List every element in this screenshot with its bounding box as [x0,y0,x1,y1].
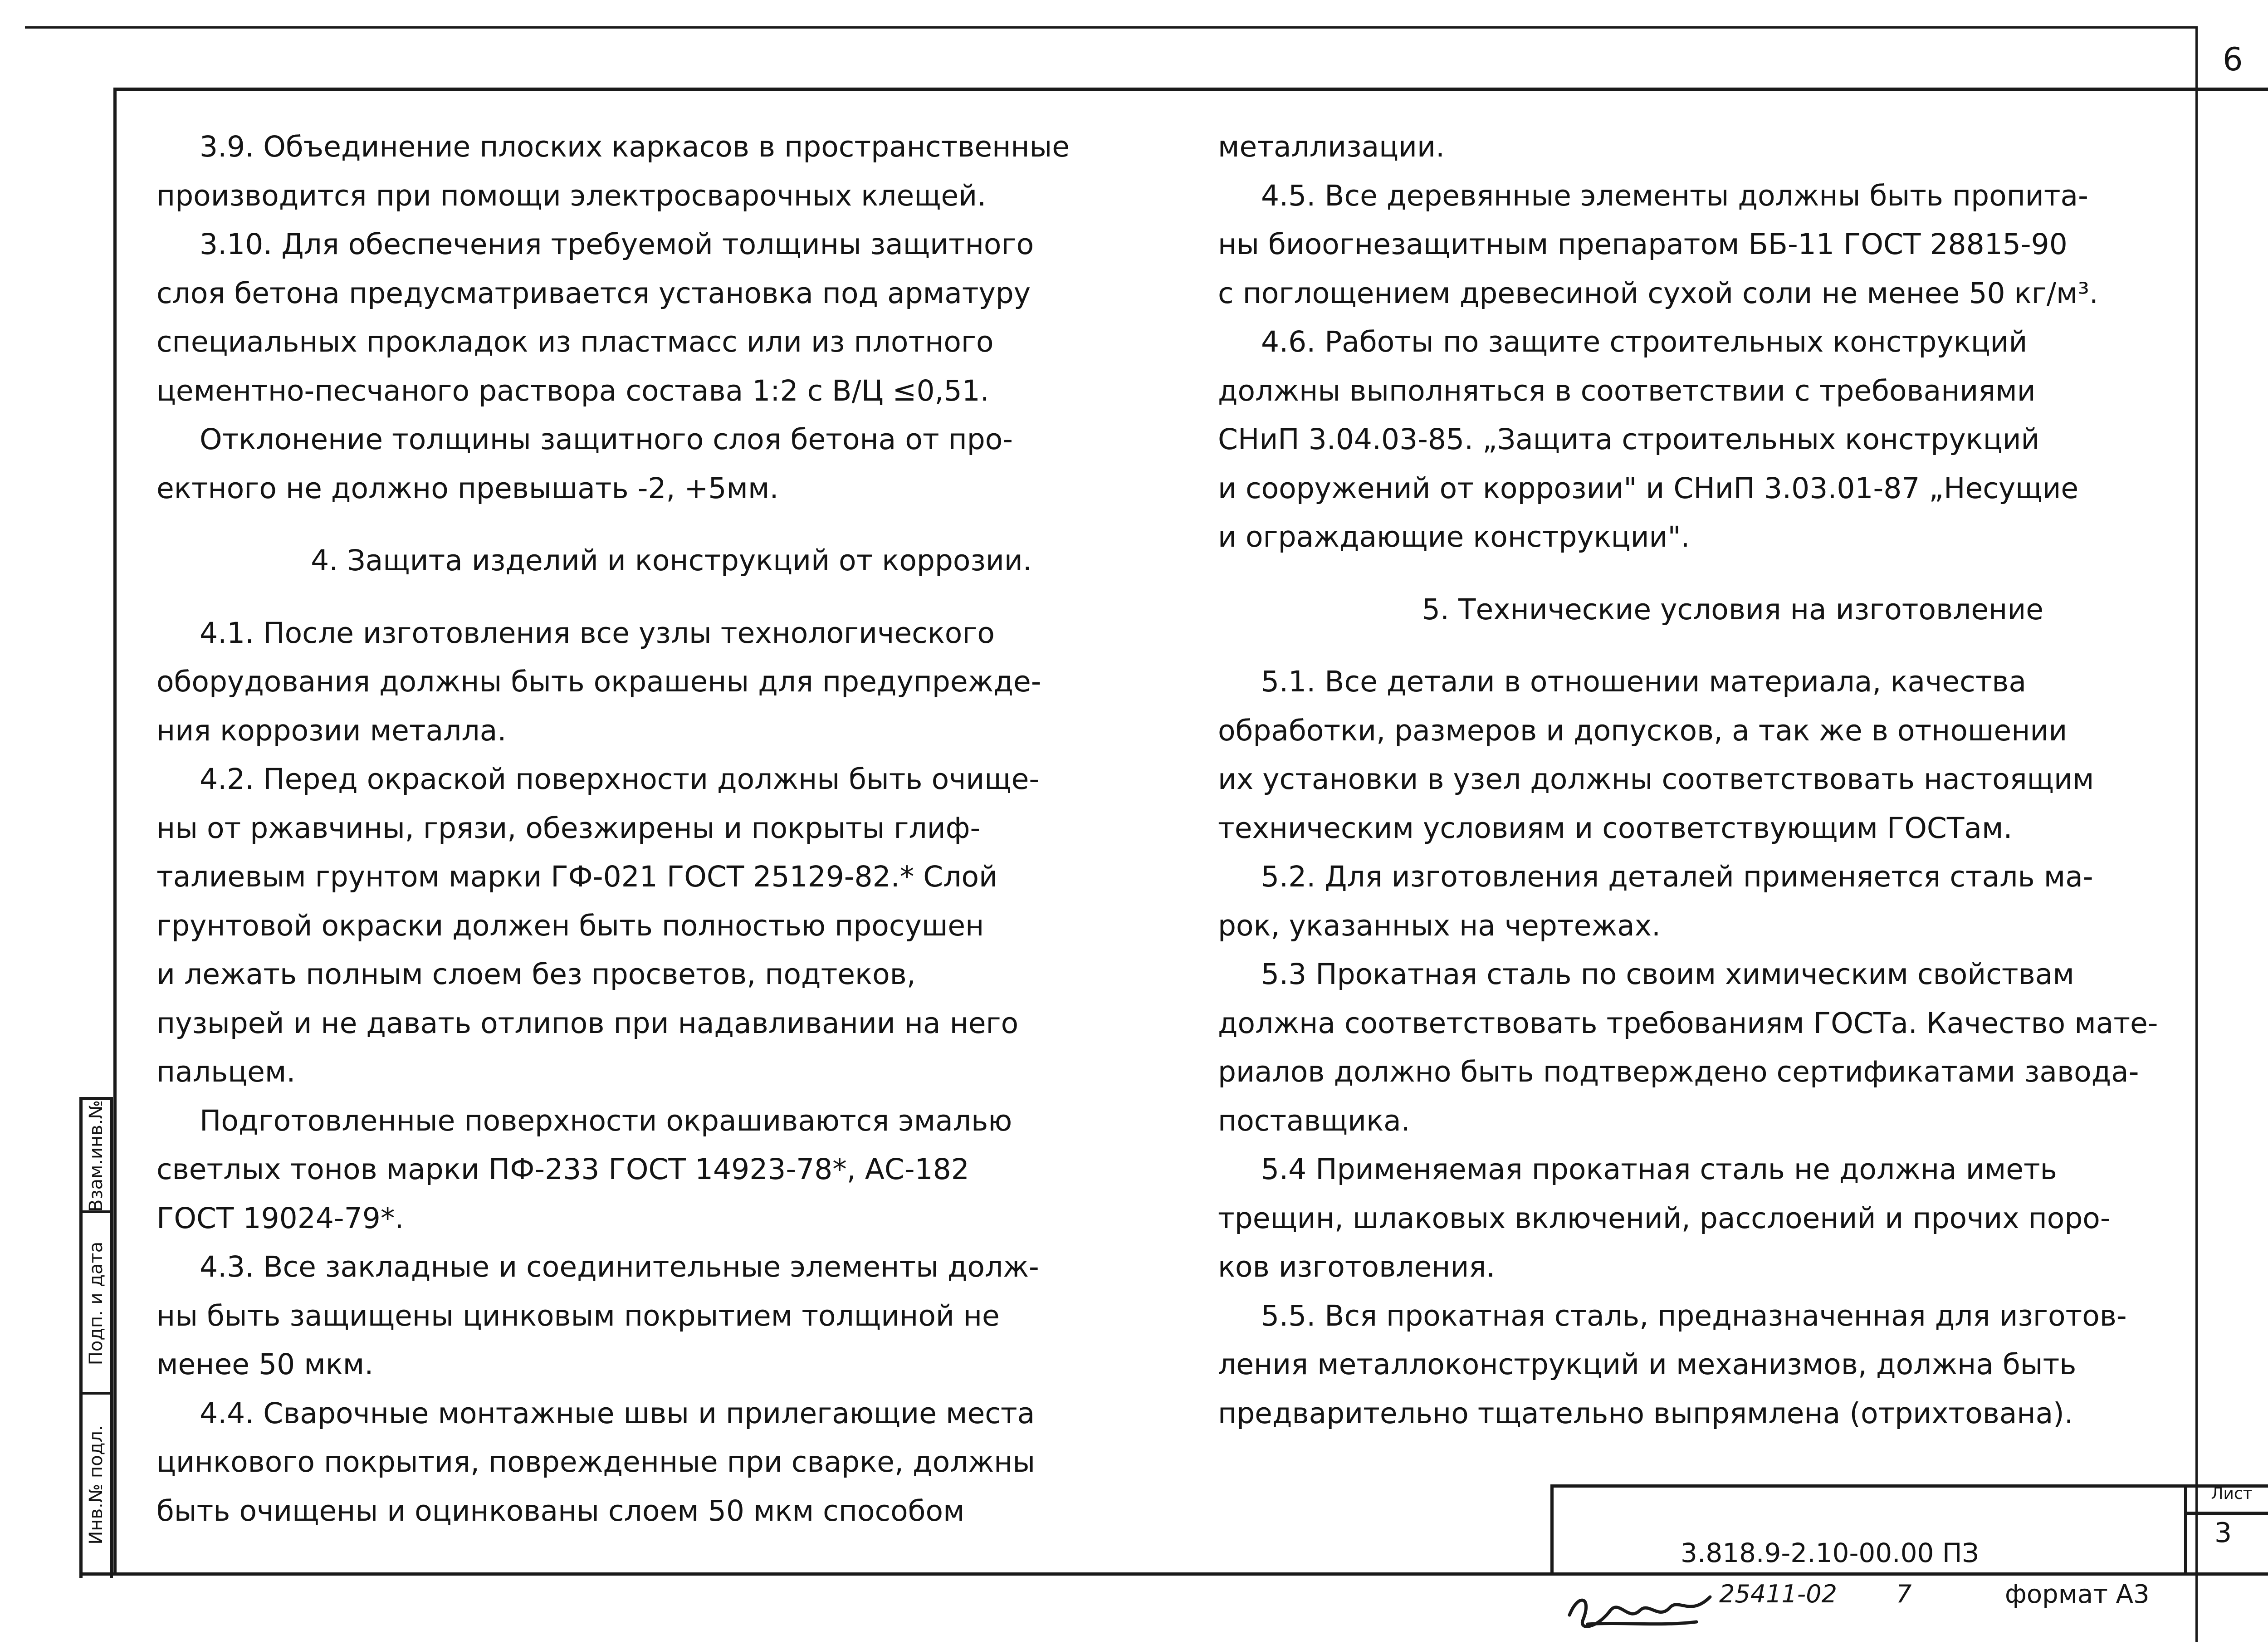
text-line: 4.4. Сварочные монтажные швы и прилегающие места [200,1396,1035,1430]
text-line: и ограждающие конструкции". [1218,520,1690,553]
text-line: должны выполняться в соответствии с требованиями [1218,374,2036,407]
text-line: риалов должно быть подтверждено сертификатами завода- [1218,1055,2139,1088]
text-line: оборудования должны быть окрашены для предупрежде- [156,665,1041,698]
text-line: ния коррозии металла. [156,714,507,747]
frame-bottom-line [79,1572,2268,1576]
text-line: трещин, шлаковых включений, расслоений и прочих поро- [1218,1201,2111,1235]
text-line: ектного не должно превышать -2, +5мм. [156,471,779,505]
copy-number: 7 [1896,1580,1912,1608]
text-line: рок, указанных на чертежах. [1218,909,1661,942]
text-line: менее 50 мкм. [156,1348,374,1381]
text-line: 4.1. После изготовления все узлы технологического [200,616,995,650]
text-line: 4.6. Работы по защите строительных конструкций [1261,325,2028,358]
section-heading: 5. Технические условия на изготовление [1422,592,2044,626]
text-line: ГОСТ 19024-79*. [156,1201,404,1235]
text-line: цементно-песчаного раствора состава 1:2 с В/Ц ≤0,51. [156,374,989,407]
frame-left-line [113,88,117,1576]
text-line: 4.5. Все деревянные элементы должны быть пропита- [1261,179,2088,212]
inventory-number: 25411-02 [1719,1580,1837,1608]
text-line: 4.3. Все закладные и соединительные элементы долж- [200,1250,1039,1283]
text-line: должна соответствовать требованиям ГОСТа. Качество мате- [1218,1006,2158,1040]
stamp-signature-date: Подп. и дата [86,1241,107,1366]
stamp-inventory-original: Инв.№ подл. [86,1425,107,1545]
text-line: металлизации. [1218,130,1445,163]
text-line: обработки, размеров и допусков, а так же в отношении [1218,714,2068,747]
text-line: ления металлоконструкций и механизмов, должна быть [1218,1348,2077,1381]
section-heading: 4. Защита изделий и конструкций от коррозии. [311,544,1032,577]
text-line: и сооружений от коррозии" и СНиП 3.03.01-87 „Несущие [1218,471,2079,505]
text-line: быть очищены и оцинкованы слоем 50 мкм способом [156,1494,965,1528]
text-line: поставщика. [1218,1104,1410,1137]
right-text-column [1218,122,2248,1438]
page-format: формат А3 [2005,1580,2150,1609]
sheet-cell [2184,1484,2268,1576]
page-corner-number: 6 [2223,41,2243,78]
frame-top-line [113,88,2268,91]
text-line: с поглощением древесиной сухой соли не менее 50 кг/м³. [1218,276,2098,310]
text-line: 5.3 Прокатная сталь по своим химическим свойствам [1261,958,2074,991]
text-line: пузырей и не давать отлипов при надавливании на него [156,1006,1019,1040]
text-line: 3.9. Объединение плоских каркасов в пространственные [200,130,1070,163]
text-line: 5.2. Для изготовления деталей применяется сталь ма- [1261,860,2093,893]
side-stamp-labels [86,1099,107,1576]
text-line: и лежать полным слоем без просветов, подтеков, [156,958,916,991]
text-line: техническим условиям и соответствующим ГОСТам. [1218,811,2013,845]
title-block [1550,1484,2268,1572]
text-line: предварительно тщательно выпрямлена (отрихтована). [1218,1396,2073,1430]
sheet-label: Лист [2187,1484,2268,1515]
text-line: светлых тонов марки ПФ-233 ГОСТ 14923-78*, АС-182 [156,1153,969,1186]
text-line: Отклонение толщины защитного слоя бетона от про- [200,423,1013,456]
text-line: цинкового покрытия, поврежденные при сварке, должны [156,1445,1036,1479]
text-line: талиевым грунтом марки ГФ-021 ГОСТ 25129-82.* Слой [156,860,997,893]
text-line: грунтовой окраски должен быть полностью просушен [156,909,984,942]
text-line: 4.2. Перед окраской поверхности должны быть очище- [200,763,1040,796]
text-line: слоя бетона предусматривается установка под арматуру [156,276,1031,310]
text-line: 5.5. Вся прокатная сталь, предназначенная для изготов- [1261,1299,2127,1332]
side-stamp [79,1097,113,1578]
signature-image [1560,1579,1724,1638]
text-line: ков изготовления. [1218,1250,1496,1283]
text-line: ны биоогнезащитным препаратом ББ-11 ГОСТ 28815-90 [1218,228,2068,261]
text-line: 5.1. Все детали в отношении материала, качества [1261,665,2027,698]
stamp-replacement-inventory: Взам.инв.№ [86,1100,107,1212]
text-line: Подготовленные поверхности окрашиваются эмалью [200,1104,1012,1137]
text-line: ны быть защищены цинковым покрытием толщиной не [156,1299,1000,1332]
text-line: специальных прокладок из пластмасс или из плотного [156,325,994,358]
document-code: 3.818.9-2.10-00.00 ПЗ [1681,1537,1979,1568]
text-line: СНиП 3.04.03-85. „Защита строительных конструкций [1218,423,2040,456]
text-line: 5.4 Применяемая прокатная сталь не должна иметь [1261,1153,2057,1186]
text-line: производится при помощи электросварочных клещей. [156,179,987,212]
left-text-column [156,122,1186,1535]
sheet-number: 3 [2214,1517,2232,1549]
text-line: их установки в узел должны соответствовать настоящим [1218,763,2094,796]
text-line: пальцем. [156,1055,296,1088]
top-border-line [25,26,2195,29]
text-line: ны от ржавчины, грязи, обезжирены и покрыты глиф- [156,811,981,845]
text-line: 3.10. Для обеспечения требуемой толщины защитного [200,228,1034,261]
